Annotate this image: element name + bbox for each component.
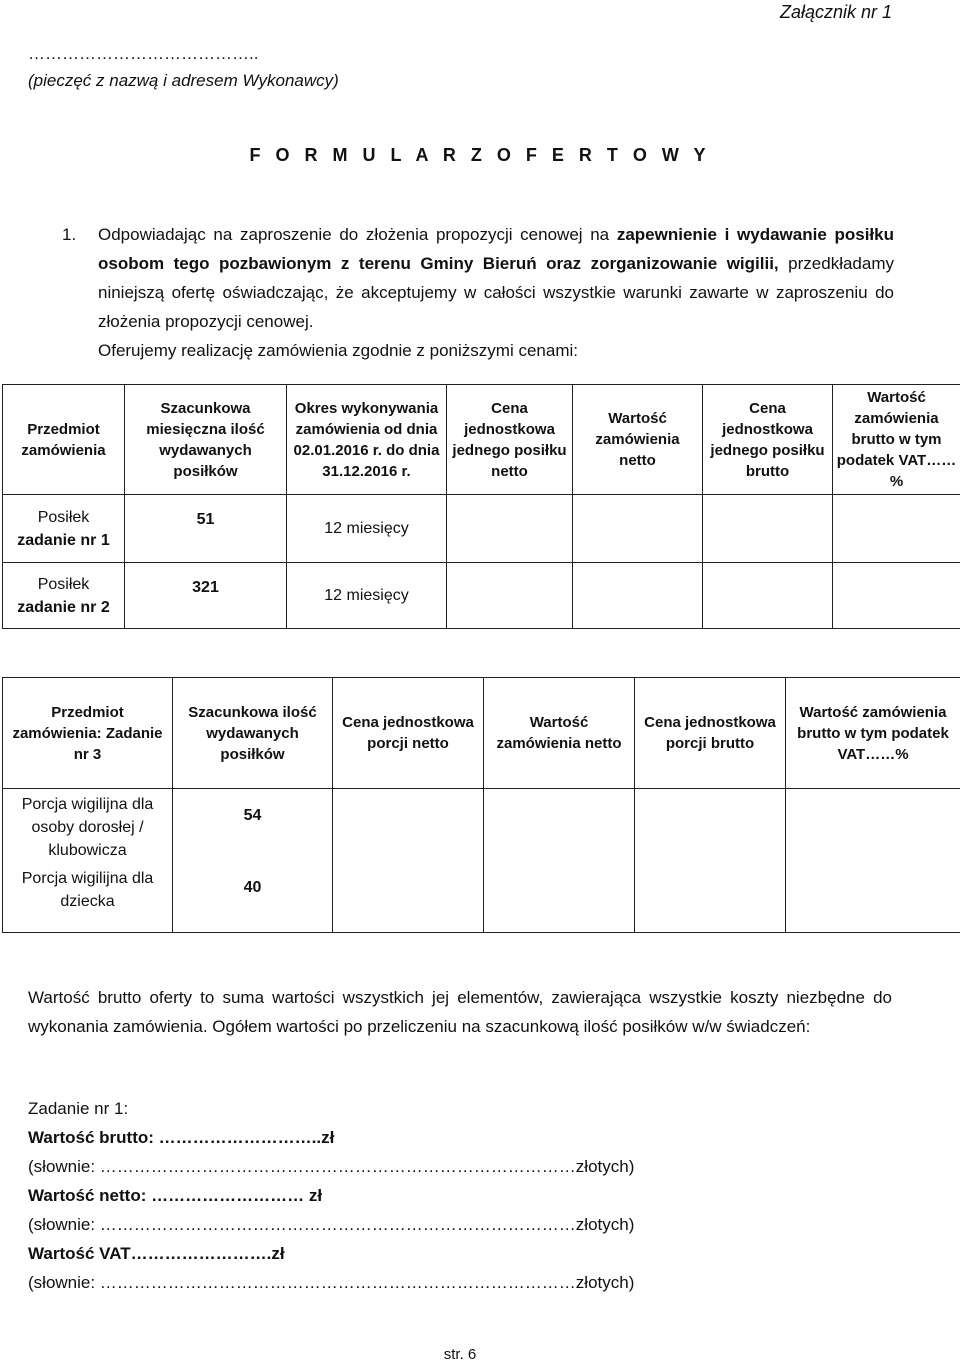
- value-gross-input-task-2[interactable]: [833, 563, 960, 629]
- unit-gross-input-task-3[interactable]: [635, 789, 786, 933]
- col-header-value-gross: Wartość zamówienia brutto w tym podatek VAT……%: [833, 385, 960, 495]
- quantity-cell-task-2: 321: [125, 563, 287, 629]
- col-header-unit-gross: Cena jednostkowa porcji brutto: [635, 678, 786, 789]
- unit-gross-input-task-1[interactable]: [703, 495, 833, 563]
- col-header-unit-gross: Cena jednostkowa jednego posiłku brutto: [703, 385, 833, 495]
- col-header-quantity: Szacunkowa miesięczna ilość wydawanych posiłków: [125, 385, 287, 495]
- table-row: [3, 789, 960, 933]
- value-gross-input-task-1[interactable]: [833, 495, 960, 563]
- form-title: F O R M U L A R Z O F E R T O W Y: [249, 145, 711, 165]
- unit-gross-input-task-2[interactable]: [703, 563, 833, 629]
- col-header-unit-net: Cena jednostkowa porcji netto: [333, 678, 484, 789]
- table-header-row: [3, 385, 960, 495]
- stamp-dots: …………………………………..: [28, 44, 259, 63]
- period-cell-task-1: 12 miesięcy: [287, 495, 447, 563]
- gross-value-field[interactable]: Wartość brutto: ………………………..zł: [28, 1128, 335, 1147]
- page-number: str. 6: [443, 1346, 477, 1363]
- net-in-words-field[interactable]: (słownie: …………………………………………………………………………złotych): [28, 1215, 635, 1234]
- unit-net-input-task-1[interactable]: [447, 495, 573, 563]
- task-label: Zadanie nr 1:: [28, 1099, 129, 1118]
- intro-section: [28, 220, 894, 365]
- col-header-unit-net: Cena jednostkowa jednego posiłku netto: [447, 385, 573, 495]
- row-label-adult: Porcja wigilijna dla osoby dorosłej / klubowicza: [21, 796, 154, 859]
- christmas-eve-price-table: [2, 677, 960, 933]
- section-number: 1.: [62, 225, 77, 244]
- row-label-task-2: Posiłek zadanie nr 2: [3, 563, 125, 629]
- intro-text-2: przedkładamy niniejszą ofertę oświadczając, że akceptujemy w całości wszystkie warunki zawarte w zaproszeniu do złożenia propozycji cenowej.: [98, 254, 894, 331]
- value-net-input-task-1[interactable]: [573, 495, 703, 563]
- table-header-row: [3, 678, 960, 789]
- net-value-field[interactable]: Wartość netto: ……………………… zł: [28, 1186, 323, 1205]
- col-header-value-net: Wartość zamówienia netto: [573, 385, 703, 495]
- table-row: [3, 495, 960, 563]
- vat-value-field[interactable]: Wartość VAT…………………….zł: [28, 1244, 285, 1263]
- value-gross-input-task-3[interactable]: [786, 789, 960, 933]
- period-cell-task-2: 12 miesięcy: [287, 563, 447, 629]
- col-header-value-net: Wartość zamówienia netto: [484, 678, 635, 789]
- col-header-subject-task-3: Przedmiot zamówienia: Zadanie nr 3: [3, 678, 173, 789]
- offer-line: Oferujemy realizację zamówienia zgodnie z poniższymi cenami:: [98, 341, 578, 360]
- quantity-child: 40: [243, 879, 262, 896]
- intro-bold-subject: zapewnienie i wydawanie posiłku osobom tego pozbawionym z terenu Gminy Bieruń oraz zorganizowanie wigilii,: [98, 225, 894, 273]
- intro-paragraph: [98, 220, 894, 336]
- col-header-quantity: Szacunkowa ilość wydawanych posiłków: [173, 678, 333, 789]
- col-header-subject: Przedmiot zamówienia: [3, 385, 125, 495]
- unit-net-input-task-2[interactable]: [447, 563, 573, 629]
- totals-section: [28, 1094, 928, 1297]
- row-label-child: Porcja wigilijna dla dziecka: [21, 870, 154, 910]
- row-labels-portions: [3, 789, 173, 933]
- table-row: [3, 563, 960, 629]
- quantity-adult: 54: [243, 807, 262, 824]
- quantity-cell-task-1: 51: [125, 495, 287, 563]
- row-label-task-1: Posiłek zadanie nr 1: [3, 495, 125, 563]
- vat-in-words-field[interactable]: (słownie: …………………………………………………………………………złotych): [28, 1273, 635, 1292]
- value-net-input-task-2[interactable]: [573, 563, 703, 629]
- annex-label: Załącznik nr 1: [779, 2, 892, 22]
- intro-text-1: Odpowiadając na zaproszenie do złożenia propozycji cenowej na: [98, 225, 617, 244]
- col-header-period: Okres wykonywania zamówienia od dnia 02.01.2016 r. do dnia 31.12.2016 r.: [287, 385, 447, 495]
- stamp-note: (pieczęć z nazwą i adresem Wykonawcy): [28, 71, 339, 90]
- unit-net-input-task-3[interactable]: [333, 789, 484, 933]
- summary-paragraph: Wartość brutto oferty to suma wartości wszystkich jej elementów, zawierająca wszystkie koszty niezbędne do wykonania zamówienia. Ogółem wartości po przeliczeniu na szacunkową ilość posiłków w/w świadczeń:: [28, 988, 892, 1036]
- gross-in-words-field[interactable]: (słownie: …………………………………………………………………………złotych): [28, 1157, 635, 1176]
- value-net-input-task-3[interactable]: [484, 789, 635, 933]
- col-header-value-gross: Wartość zamówienia brutto w tym podatek VAT……%: [786, 678, 960, 789]
- meal-price-table: [2, 384, 960, 629]
- quantity-cell-portions: [173, 789, 333, 933]
